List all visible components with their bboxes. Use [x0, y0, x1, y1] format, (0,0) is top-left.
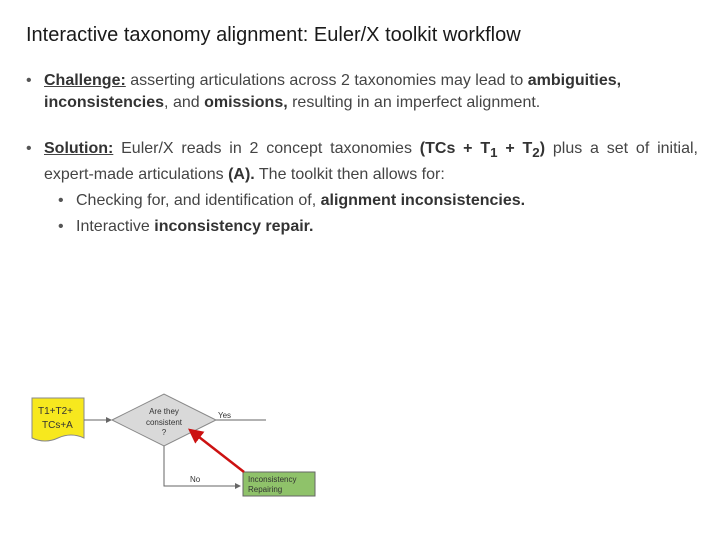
sub-bullet-repair-text: Interactive	[76, 218, 155, 236]
no-line	[164, 446, 240, 486]
solution-text-2: plus a set of initial, expert-made articulations	[44, 140, 699, 184]
yes-label: Yes	[218, 411, 232, 420]
repair-line2: Repairing	[248, 485, 283, 494]
input-label-line1: T1+T2+	[38, 406, 74, 417]
decision-line3: ?	[161, 428, 167, 437]
decision-line2: consistent	[145, 418, 183, 427]
challenge-text-1: asserting articulations across 2 taxonomies may lead to	[125, 72, 528, 89]
input-label-line2: TCs+A	[42, 420, 73, 431]
challenge-text-3: , and	[164, 94, 205, 111]
no-label: No	[190, 475, 201, 484]
solution-text-3: The toolkit then allows for:	[254, 166, 445, 184]
sub-bullet-repair-bold: inconsistency repair.	[154, 218, 314, 236]
solution-lead: Solution:	[44, 140, 114, 157]
solution-text-1: Euler/X reads in 2 concept taxonomies	[113, 140, 420, 157]
challenge-bold-ambiguities: ambiguities,	[527, 72, 622, 89]
sub-bullet-repair	[58, 216, 698, 238]
repair-feedback-arrow	[190, 430, 244, 472]
bullet-list	[26, 70, 698, 238]
solution-bold-taxonomies: $(TCs + T_1 + T_2)$	[419, 140, 546, 161]
solution-bold-articulations: (A).	[228, 166, 255, 184]
bullet-challenge	[26, 70, 698, 114]
slide-title: Interactive taxonomy alignment: Euler/X toolkit workflow	[26, 24, 521, 46]
bullet-dot: •	[26, 140, 32, 157]
repair-line1: Inconsistency	[248, 475, 297, 484]
challenge-text-4: resulting in an imperfect alignment.	[287, 94, 541, 111]
challenge-lead: Challenge:	[44, 72, 126, 89]
bullet-solution	[26, 138, 698, 186]
bullet-dot: •	[58, 218, 64, 236]
decision-line1: Are they	[149, 407, 179, 416]
workflow-diagram	[28, 390, 328, 510]
challenge-bold-omissions: omissions,	[204, 94, 288, 111]
bullet-dot: •	[26, 72, 32, 89]
bullet-dot: •	[58, 192, 64, 210]
sub-bullet-checking-text: Checking for, and identification of,	[76, 192, 321, 210]
challenge-bold-inconsistencies: inconsistencies	[44, 94, 165, 111]
sub-bullet-checking	[58, 190, 698, 212]
sub-bullet-checking-bold: alignment inconsistencies.	[320, 192, 526, 210]
